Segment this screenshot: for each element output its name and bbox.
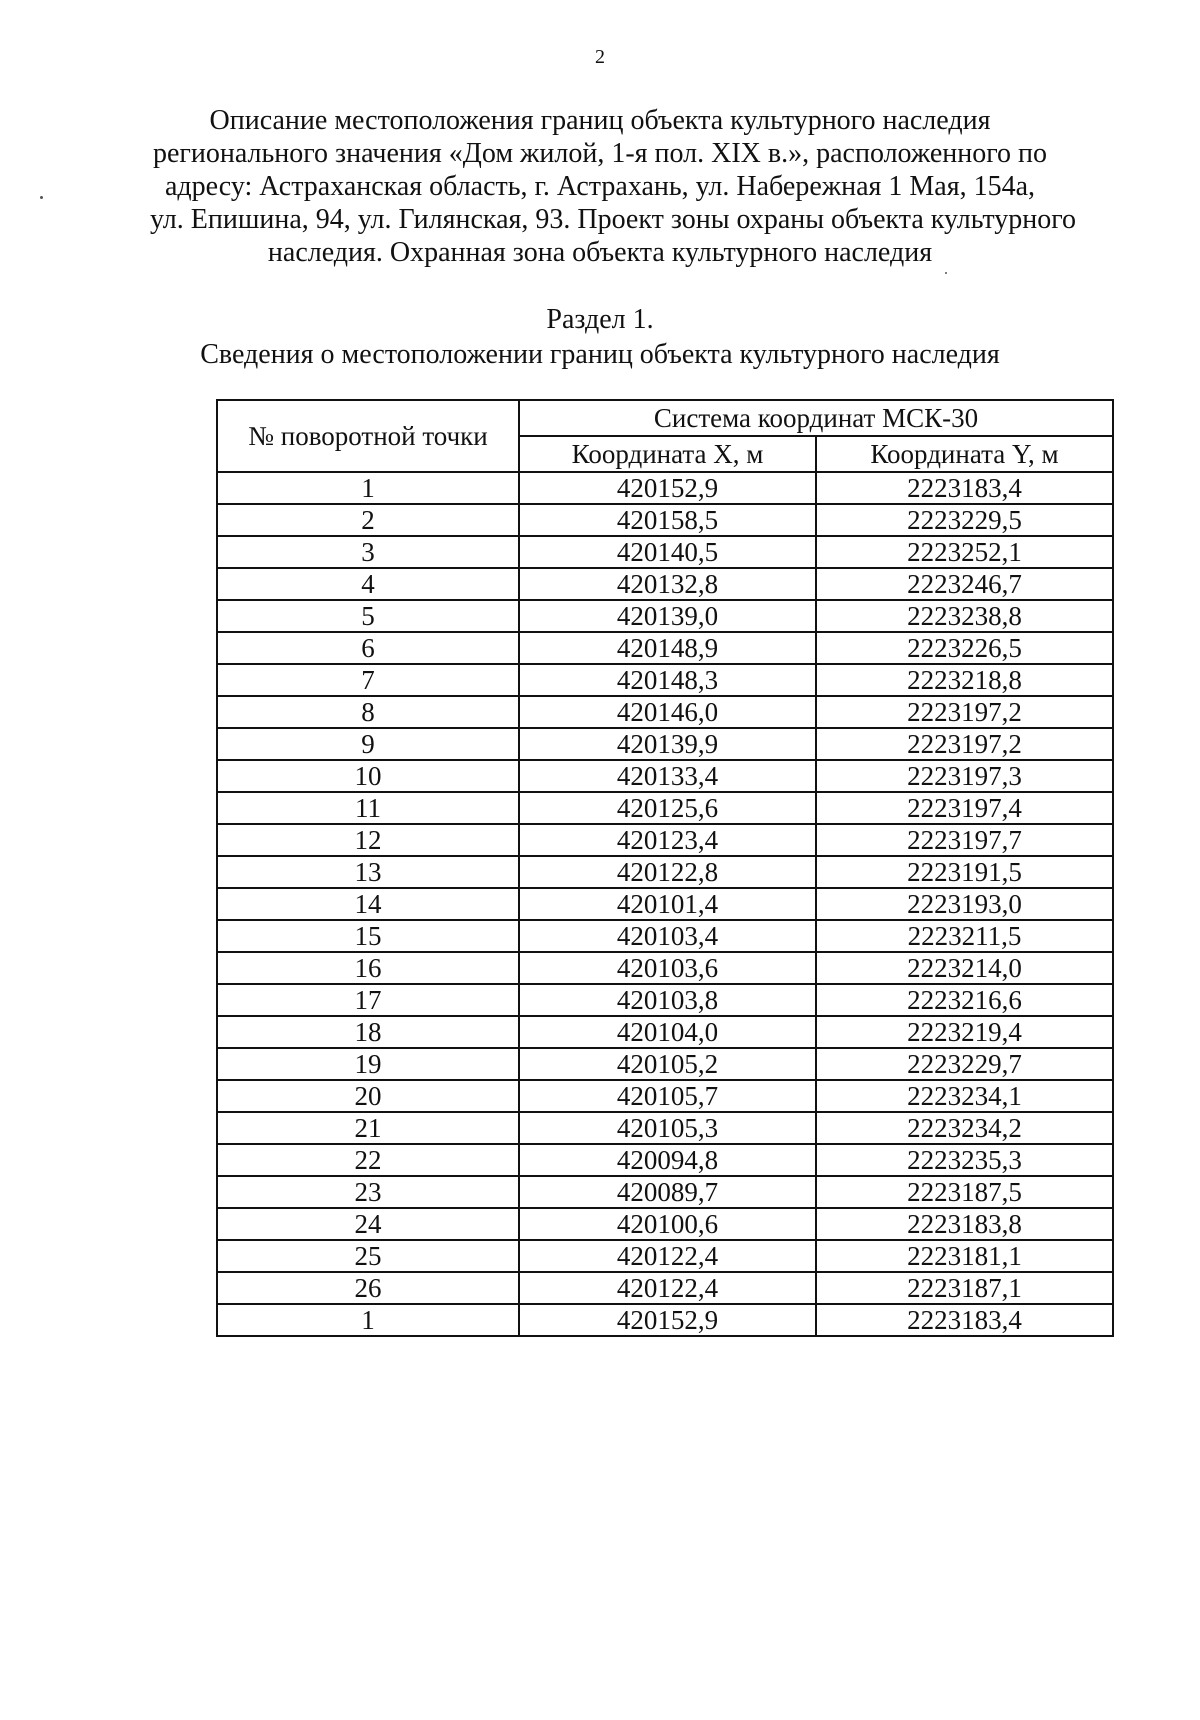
table-row — [217, 600, 1113, 632]
x-coordinate-cell: 420104,0 — [519, 1016, 816, 1048]
point-number-cell: 22 — [217, 1144, 519, 1176]
coordinates-table — [216, 399, 1114, 1337]
table-row — [217, 760, 1113, 792]
y-coordinate-cell: 2223229,5 — [816, 504, 1113, 536]
x-coordinate-cell: 420089,7 — [519, 1176, 816, 1208]
y-coordinate-cell: 2223187,5 — [816, 1176, 1113, 1208]
table-row — [217, 696, 1113, 728]
x-coordinate-cell: 420105,7 — [519, 1080, 816, 1112]
x-coordinate-cell: 420122,4 — [519, 1272, 816, 1304]
x-coordinate-cell: 420103,8 — [519, 984, 816, 1016]
point-number-cell: 1 — [217, 472, 519, 504]
table-row — [217, 472, 1113, 504]
y-coordinate-cell: 2223219,4 — [816, 1016, 1113, 1048]
x-coordinate-cell: 420158,5 — [519, 504, 816, 536]
table-row — [217, 1144, 1113, 1176]
x-coordinate-cell: 420105,2 — [519, 1048, 816, 1080]
title-line: ул. Епишина, 94, ул. Гилянская, 93. Проект зоны охраны объекта культурного — [150, 204, 1077, 235]
table-body — [217, 472, 1113, 1336]
y-coordinate-cell: 2223214,0 — [816, 952, 1113, 984]
table-row — [217, 632, 1113, 664]
x-coordinate-cell: 420139,0 — [519, 600, 816, 632]
table-row — [217, 920, 1113, 952]
y-coordinate-cell: 2223187,1 — [816, 1272, 1113, 1304]
x-coordinate-cell: 420122,8 — [519, 856, 816, 888]
point-number-cell: 4 — [217, 568, 519, 600]
x-coordinate-cell: 420133,4 — [519, 760, 816, 792]
point-number-cell: 11 — [217, 792, 519, 824]
y-coordinate-cell: 2223234,2 — [816, 1112, 1113, 1144]
section-heading — [150, 302, 1050, 372]
y-coordinate-cell: 2223246,7 — [816, 568, 1113, 600]
table-row — [217, 1048, 1113, 1080]
y-coordinate-cell: 2223197,4 — [816, 792, 1113, 824]
x-coordinate-cell: 420103,4 — [519, 920, 816, 952]
point-number-cell: 24 — [217, 1208, 519, 1240]
point-number-cell: 1 — [217, 1304, 519, 1336]
y-coordinate-cell: 2223229,7 — [816, 1048, 1113, 1080]
coordinate-system-header: Система координат МСК-30 — [519, 400, 1113, 436]
point-number-cell: 23 — [217, 1176, 519, 1208]
point-number-cell: 2 — [217, 504, 519, 536]
table-row — [217, 1304, 1113, 1336]
x-coordinate-cell: 420132,8 — [519, 568, 816, 600]
y-coordinate-cell: 2223191,5 — [816, 856, 1113, 888]
point-number-cell: 14 — [217, 888, 519, 920]
x-coordinate-cell: 420148,3 — [519, 664, 816, 696]
y-coordinate-cell: 2223252,1 — [816, 536, 1113, 568]
table-row — [217, 792, 1113, 824]
point-number-cell: 16 — [217, 952, 519, 984]
y-coordinate-cell: 2223183,4 — [816, 472, 1113, 504]
point-number-cell: 21 — [217, 1112, 519, 1144]
table-row — [217, 1016, 1113, 1048]
x-coordinate-cell: 420103,6 — [519, 952, 816, 984]
x-coordinate-cell: 420094,8 — [519, 1144, 816, 1176]
y-coordinate-cell: 2223218,8 — [816, 664, 1113, 696]
y-coordinate-cell: 2223197,2 — [816, 696, 1113, 728]
point-number-header: № поворотной точки — [217, 400, 519, 472]
table-row — [217, 1240, 1113, 1272]
point-number-cell: 15 — [217, 920, 519, 952]
x-coordinate-cell: 420140,5 — [519, 536, 816, 568]
y-coordinate-cell: 2223226,5 — [816, 632, 1113, 664]
point-number-cell: 18 — [217, 1016, 519, 1048]
point-number-cell: 7 — [217, 664, 519, 696]
point-number-cell: 26 — [217, 1272, 519, 1304]
header-row — [217, 400, 1113, 436]
table-row — [217, 888, 1113, 920]
y-coordinate-cell: 2223181,1 — [816, 1240, 1113, 1272]
x-coordinate-cell: 420122,4 — [519, 1240, 816, 1272]
table-row — [217, 1080, 1113, 1112]
y-coordinate-cell: 2223183,8 — [816, 1208, 1113, 1240]
y-coordinate-cell: 2223197,3 — [816, 760, 1113, 792]
point-number-cell: 8 — [217, 696, 519, 728]
x-coordinate-cell: 420148,9 — [519, 632, 816, 664]
table-row — [217, 984, 1113, 1016]
x-coordinate-cell: 420105,3 — [519, 1112, 816, 1144]
point-number-cell: 13 — [217, 856, 519, 888]
point-number-cell: 19 — [217, 1048, 519, 1080]
table-row — [217, 856, 1113, 888]
table-row — [217, 1176, 1113, 1208]
point-number-cell: 17 — [217, 984, 519, 1016]
x-coordinate-cell: 420139,9 — [519, 728, 816, 760]
y-coordinate-cell: 2223211,5 — [816, 920, 1113, 952]
table-row — [217, 536, 1113, 568]
x-coordinate-cell: 420152,9 — [519, 472, 816, 504]
scan-speck — [945, 272, 947, 274]
document-title — [150, 104, 1077, 269]
point-number-cell: 20 — [217, 1080, 519, 1112]
point-number-cell: 12 — [217, 824, 519, 856]
table-row — [217, 1208, 1113, 1240]
table-row — [217, 1272, 1113, 1304]
table-row — [217, 952, 1113, 984]
x-coordinate-cell: 420146,0 — [519, 696, 816, 728]
x-coordinate-cell: 420125,6 — [519, 792, 816, 824]
x-coordinate-cell: 420100,6 — [519, 1208, 816, 1240]
point-number-cell: 6 — [217, 632, 519, 664]
table-row — [217, 1112, 1113, 1144]
scan-speck — [40, 196, 43, 199]
y-coordinate-cell: 2223216,6 — [816, 984, 1113, 1016]
point-number-cell: 5 — [217, 600, 519, 632]
section-number: Раздел 1. — [546, 304, 654, 335]
y-coordinate-cell: 2223197,2 — [816, 728, 1113, 760]
y-coordinate-cell: 2223234,1 — [816, 1080, 1113, 1112]
y-coordinate-cell: 2223235,3 — [816, 1144, 1113, 1176]
table-row — [217, 728, 1113, 760]
y-coordinate-cell: 2223183,4 — [816, 1304, 1113, 1336]
table-row — [217, 664, 1113, 696]
y-coordinate-header: Координата Y, м — [816, 436, 1113, 472]
point-number-cell: 9 — [217, 728, 519, 760]
title-line: Описание местоположения границ объекта культурного наследия — [209, 105, 991, 136]
y-coordinate-cell: 2223193,0 — [816, 888, 1113, 920]
point-number-cell: 25 — [217, 1240, 519, 1272]
x-coordinate-header: Координата X, м — [519, 436, 816, 472]
page-number: 2 — [595, 46, 605, 68]
x-coordinate-cell: 420101,4 — [519, 888, 816, 920]
y-coordinate-cell: 2223197,7 — [816, 824, 1113, 856]
section-title: Сведения о местоположении границ объекта культурного наследия — [200, 339, 1000, 370]
x-coordinate-cell: 420152,9 — [519, 1304, 816, 1336]
y-coordinate-cell: 2223238,8 — [816, 600, 1113, 632]
point-number-cell: 3 — [217, 536, 519, 568]
table-row — [217, 824, 1113, 856]
table-header — [217, 400, 1113, 472]
table-row — [217, 504, 1113, 536]
title-line: регионального значения «Дом жилой, 1-я пол. XIX в.», расположенного по — [152, 138, 1048, 169]
x-coordinate-cell: 420123,4 — [519, 824, 816, 856]
title-line: адресу: Астраханская область, г. Астрахань, ул. Набережная 1 Мая, 154а, — [164, 171, 1036, 202]
table-row — [217, 568, 1113, 600]
title-line: наследия. Охранная зона объекта культурного наследия — [267, 237, 933, 268]
point-number-cell: 10 — [217, 760, 519, 792]
